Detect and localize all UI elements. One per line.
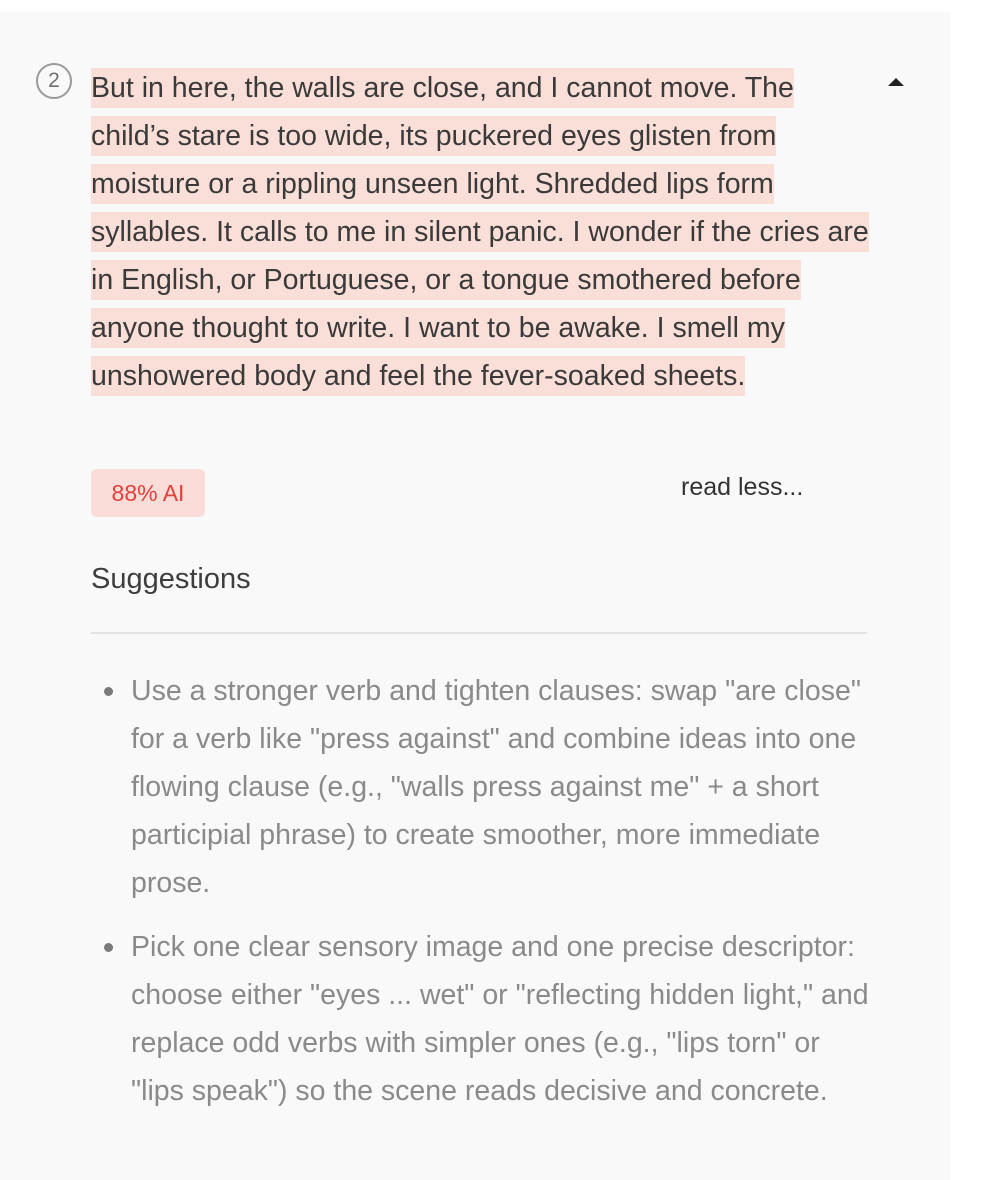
- suggestion-list: [91, 667, 871, 1131]
- suggestion-item: [91, 923, 871, 1115]
- suggestion-text: Pick one clear sensory image and one precise descriptor: choose either "eyes ... wet" or "reflecting hidden light," and replace odd verbs with simpler ones (e.g., "lips torn" or "lips speak") so the scene reads decisive and concrete.: [131, 931, 869, 1107]
- bullet-icon: [104, 943, 113, 952]
- suggestion-item: [91, 667, 871, 907]
- caret-up-icon: [888, 78, 904, 86]
- highlighted-passage-text: But in here, the walls are close, and I cannot move. The child’s stare is too wide, its puckered eyes glisten from moisture or a rippling unseen light. Shredded lips form syllables. It calls to me in silent panic. I wonder if the cries are in English, or Portuguese, or a tongue smothered before anyone thought to write. I want to be awake. I smell my unshowered body and feel the fever-soaked sheets.: [91, 68, 869, 396]
- ai-score-badge: 88% AI: [91, 469, 205, 517]
- read-less-link[interactable]: read less...: [681, 473, 804, 501]
- suggestion-card: [0, 12, 950, 1180]
- suggestions-divider: [91, 632, 867, 634]
- analyzed-passage: [91, 64, 871, 400]
- suggestions-heading: Suggestions: [91, 563, 251, 595]
- bullet-icon: [104, 687, 113, 696]
- collapse-toggle-button[interactable]: [884, 72, 908, 92]
- step-number-badge: 2: [36, 63, 72, 99]
- suggestion-text: Use a stronger verb and tighten clauses: swap "are close" for a verb like "press against" and combine ideas into one flowing clause (e.g., "walls press against me" + a short participial phrase) to create smoother, more immediate prose.: [131, 675, 861, 899]
